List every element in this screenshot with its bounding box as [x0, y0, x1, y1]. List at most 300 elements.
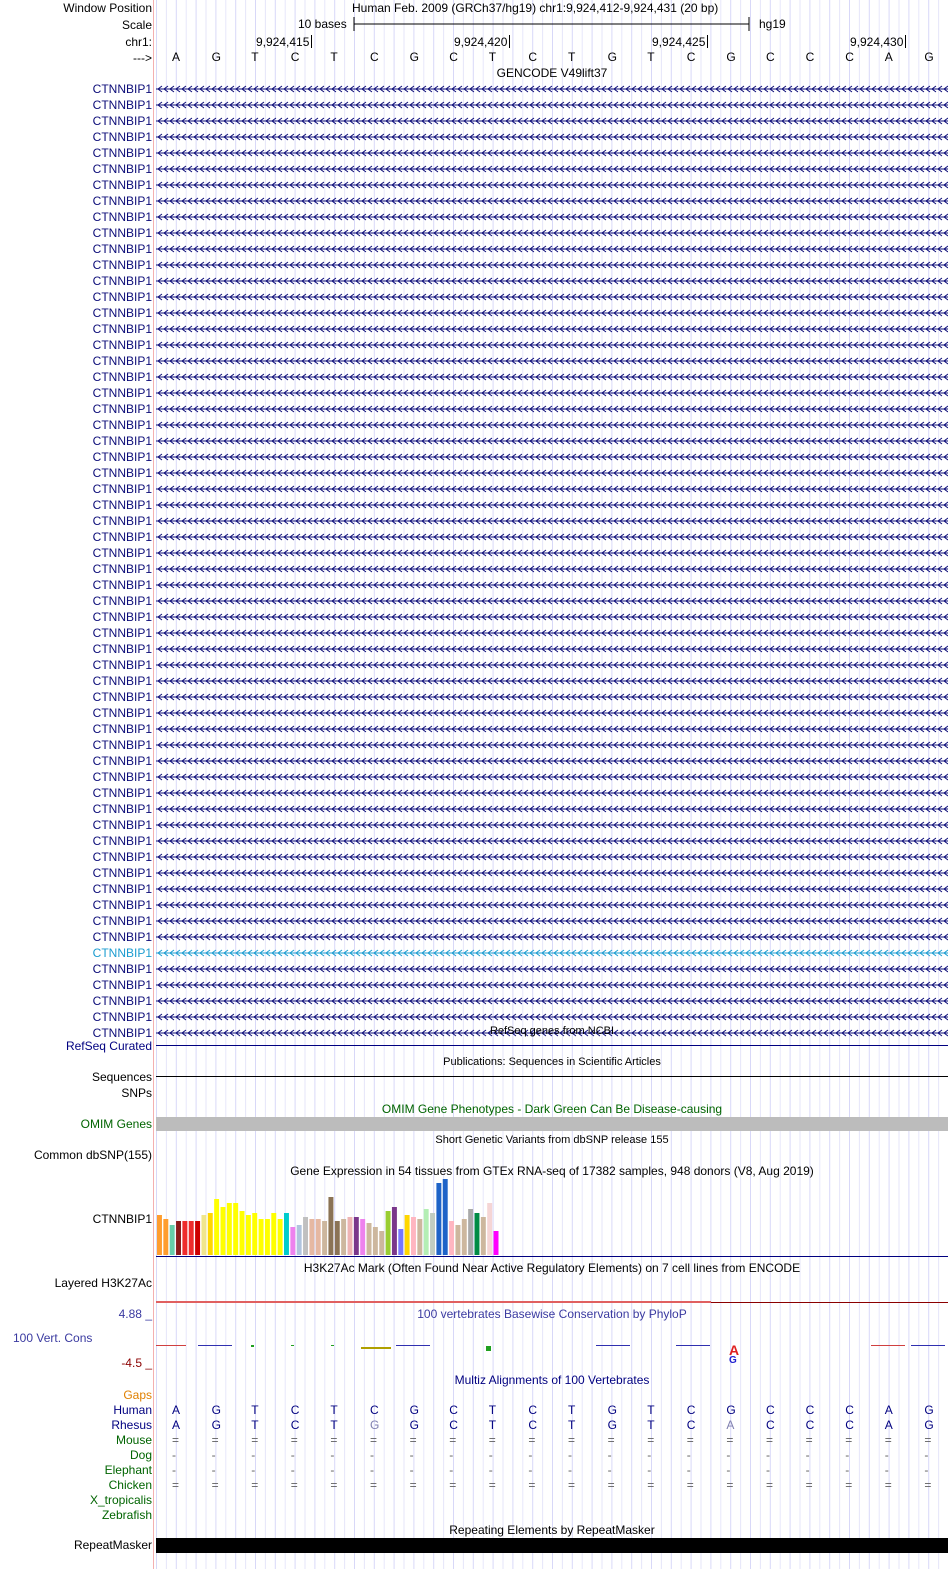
gencode-transcript-label[interactable]: CTNNBIP1	[92, 978, 152, 992]
alignment-base: -	[172, 1463, 176, 1477]
alignment-base: C	[290, 1418, 300, 1432]
alignment-base: T	[568, 1403, 576, 1417]
gtex-tissue-bar[interactable]	[195, 1221, 200, 1255]
gencode-transcript-line[interactable]	[156, 339, 948, 351]
gtex-tissue-bar[interactable]	[240, 1211, 245, 1255]
alignment-base: C	[805, 1403, 815, 1417]
gencode-transcript-label[interactable]: CTNNBIP1	[92, 658, 152, 672]
gtex-tissue-bar[interactable]	[227, 1203, 232, 1255]
gtex-tissue-bar[interactable]	[424, 1209, 429, 1255]
alignment-base: =	[924, 1433, 932, 1447]
gencode-transcript-label[interactable]: CTNNBIP1	[92, 706, 152, 720]
gencode-transcript-line[interactable]	[156, 467, 948, 479]
gencode-transcript-line[interactable]	[156, 291, 948, 303]
gtex-tissue-bar[interactable]	[481, 1217, 486, 1255]
alignment-base: A	[884, 1403, 893, 1417]
scale-bar	[352, 16, 752, 32]
gencode-transcript-line[interactable]	[156, 275, 948, 287]
coordinate-tick	[707, 35, 708, 48]
species-label[interactable]: Elephant	[104, 1463, 152, 1477]
base-letter: C	[805, 50, 815, 64]
gtex-tissue-bar[interactable]	[284, 1213, 289, 1255]
alignment-base: C	[766, 1403, 775, 1417]
gencode-transcript-line[interactable]	[156, 819, 948, 831]
gencode-transcript-label[interactable]: CTNNBIP1	[92, 690, 152, 704]
gtex-tissue-bar[interactable]	[157, 1215, 162, 1255]
alignment-base: C	[686, 1403, 696, 1417]
gencode-transcript-line[interactable]	[156, 531, 948, 543]
gtex-tissue-bar[interactable]	[163, 1219, 168, 1255]
gencode-transcript-line[interactable]	[156, 579, 948, 591]
alignment-base: C	[805, 1418, 815, 1432]
alignment-base: =	[686, 1433, 694, 1447]
base-letter: T	[251, 50, 259, 64]
gtex-tissue-bar[interactable]	[290, 1227, 295, 1255]
base-letter: T	[647, 50, 655, 64]
alignment-base: -	[568, 1448, 572, 1462]
alignment-base: -	[251, 1463, 256, 1477]
gtex-tissue-bar[interactable]	[405, 1215, 410, 1255]
alignment-base: -	[528, 1448, 533, 1462]
gencode-transcript-label[interactable]: CTNNBIP1	[92, 738, 152, 752]
base-letter: C	[686, 50, 696, 64]
gencode-transcript-line[interactable]	[156, 387, 948, 399]
gtex-tissue-bar[interactable]	[328, 1197, 333, 1255]
gtex-tissue-bar[interactable]	[398, 1229, 403, 1255]
gtex-tissue-bar[interactable]	[252, 1213, 257, 1255]
gencode-transcript-label[interactable]: CTNNBIP1	[92, 114, 152, 128]
gencode-transcript-label[interactable]: CTNNBIP1	[92, 194, 152, 208]
gtex-tissue-bar[interactable]	[335, 1221, 340, 1255]
gencode-transcript-line[interactable]	[156, 595, 948, 607]
gtex-tissue-bar[interactable]	[436, 1183, 441, 1255]
gencode-transcript-label[interactable]: CTNNBIP1	[92, 210, 152, 224]
gtex-tissue-bar[interactable]	[367, 1223, 372, 1255]
gencode-transcript-label[interactable]: CTNNBIP1	[92, 882, 152, 896]
gencode-transcript-label[interactable]: CTNNBIP1	[92, 802, 152, 816]
gencode-transcript-line[interactable]	[156, 963, 948, 975]
species-label[interactable]: Mouse	[115, 1433, 152, 1447]
gtex-tissue-bar[interactable]	[494, 1231, 499, 1255]
alignment-base: T	[568, 1418, 576, 1432]
gencode-transcript-line[interactable]	[156, 995, 948, 1007]
gencode-transcript-label[interactable]: CTNNBIP1	[92, 770, 152, 784]
alignment-base: =	[290, 1433, 298, 1447]
dbsnp-label[interactable]: Common dbSNP(155)	[33, 1148, 152, 1162]
alignment-base: A	[884, 1418, 893, 1432]
gtex-tissue-bar[interactable]	[303, 1217, 308, 1255]
gtex-tissue-bar[interactable]	[189, 1221, 194, 1255]
alignment-base: =	[924, 1478, 932, 1492]
phylop-min-label: -4.5 _	[121, 1356, 152, 1370]
gtex-tissue-bar[interactable]	[468, 1209, 473, 1255]
gencode-track-title: GENCODE V49lift37	[496, 66, 608, 80]
species-label[interactable]: Chicken	[108, 1478, 152, 1492]
gtex-tissue-bar[interactable]	[430, 1213, 435, 1255]
gtex-tissue-bar[interactable]	[360, 1219, 365, 1255]
base-letter: T	[488, 50, 497, 64]
base-letter: C	[449, 50, 458, 64]
gencode-transcript-label[interactable]: CTNNBIP1	[92, 578, 152, 592]
alignment-base: =	[647, 1433, 655, 1447]
gencode-transcript-label[interactable]: CTNNBIP1	[92, 482, 152, 496]
alignment-base: T	[330, 1403, 338, 1417]
snps-label[interactable]: SNPs	[121, 1086, 152, 1100]
alignment-base: T	[488, 1403, 497, 1417]
omim-track-bar[interactable]	[156, 1117, 948, 1131]
gencode-transcript-line[interactable]	[156, 451, 948, 463]
alignment-base: C	[766, 1418, 775, 1432]
gencode-transcript-line[interactable]	[156, 707, 948, 719]
alignment-base: T	[488, 1418, 497, 1432]
base-letter: C	[370, 50, 379, 64]
gencode-transcript-line[interactable]	[156, 163, 948, 175]
alignment-base: G	[607, 1403, 617, 1417]
gencode-transcript-line[interactable]	[156, 499, 948, 511]
gencode-transcript-label[interactable]: CTNNBIP1	[92, 914, 152, 928]
gtex-tissue-bar[interactable]	[176, 1221, 181, 1255]
gencode-transcript-label[interactable]: CTNNBIP1	[92, 898, 152, 912]
gencode-transcript-label[interactable]: CTNNBIP1	[92, 722, 152, 736]
assembly-position-text: Human Feb. 2009 (GRCh37/hg19) chr1:9,924,412-9,924,431 (20 bp)	[352, 1, 719, 15]
alignment-base: -	[488, 1448, 493, 1462]
gencode-transcript-label[interactable]: CTNNBIP1	[92, 466, 152, 480]
alignment-base: =	[805, 1478, 813, 1492]
gencode-transcript-label[interactable]: CTNNBIP1	[92, 322, 152, 336]
alignment-base: -	[290, 1448, 295, 1462]
alignment-base: -	[211, 1448, 216, 1462]
coordinate-tick-label: 9,924,420	[454, 35, 508, 49]
refseq-label[interactable]: RefSeq Curated	[65, 1039, 152, 1053]
gencode-transcript-line[interactable]	[156, 691, 948, 703]
alignment-base: =	[488, 1478, 496, 1492]
gencode-transcript-line[interactable]	[156, 787, 948, 799]
phylop-max-label: 4.88 _	[118, 1307, 152, 1321]
gtex-tissue-bar[interactable]	[449, 1221, 454, 1255]
alignment-base: =	[607, 1478, 615, 1492]
multiz-track-title: Multiz Alignments of 100 Vertebrates	[454, 1373, 650, 1387]
alignment-base: =	[607, 1433, 615, 1447]
gencode-transcript-line[interactable]	[156, 627, 948, 639]
alignment-base: =	[449, 1433, 457, 1447]
gencode-transcript-line[interactable]	[156, 1011, 948, 1023]
gtex-tissue-bar[interactable]	[297, 1225, 302, 1255]
gencode-transcript-line[interactable]	[156, 483, 948, 495]
gencode-transcript-label[interactable]: CTNNBIP1	[92, 98, 152, 112]
gtex-tissue-bar[interactable]	[233, 1203, 238, 1255]
alignment-base: C	[370, 1403, 379, 1417]
gencode-transcript-label[interactable]: CTNNBIP1	[92, 754, 152, 768]
gencode-transcript-label[interactable]: CTNNBIP1	[92, 418, 152, 432]
gtex-tissue-bar[interactable]	[316, 1219, 321, 1255]
gencode-transcript-line[interactable]	[156, 803, 948, 815]
alignment-base: =	[845, 1478, 853, 1492]
gencode-transcript-label[interactable]: CTNNBIP1	[92, 946, 152, 960]
gtex-tissue-bar[interactable]	[341, 1219, 346, 1255]
gencode-transcript-label[interactable]: CTNNBIP1	[92, 866, 152, 880]
alignment-base: C	[449, 1403, 458, 1417]
alignment-base: =	[647, 1478, 655, 1492]
gencode-transcript-label[interactable]: CTNNBIP1	[92, 338, 152, 352]
gtex-tissue-bar[interactable]	[373, 1227, 378, 1255]
gencode-transcript-line[interactable]	[156, 659, 948, 671]
gtex-tissue-bar[interactable]	[208, 1213, 213, 1255]
alignment-base: =	[330, 1433, 338, 1447]
alignment-base: -	[805, 1448, 810, 1462]
gencode-transcript-line[interactable]	[156, 115, 948, 127]
gtex-tissue-bar[interactable]	[417, 1219, 422, 1255]
gtex-tissue-bar[interactable]	[246, 1215, 251, 1255]
base-letter: C	[528, 50, 538, 64]
gencode-transcript-label[interactable]: CTNNBIP1	[92, 642, 152, 656]
gencode-transcript-label[interactable]: CTNNBIP1	[92, 786, 152, 800]
gencode-transcript-line[interactable]	[156, 739, 948, 751]
gencode-transcript-line[interactable]	[156, 755, 948, 767]
gtex-tissue-bar[interactable]	[322, 1221, 327, 1255]
gencode-transcript-line[interactable]	[156, 947, 948, 959]
gencode-transcript-line[interactable]	[156, 675, 948, 687]
gencode-transcript-label[interactable]: CTNNBIP1	[92, 514, 152, 528]
gencode-transcript-line[interactable]	[156, 259, 948, 271]
gencode-transcript-line[interactable]	[156, 563, 948, 575]
alignment-base: -	[251, 1448, 256, 1462]
gtex-tissue-bar[interactable]	[392, 1207, 397, 1255]
gencode-transcript-line[interactable]	[156, 611, 948, 623]
base-letter: G	[607, 50, 617, 64]
h3k27ac-track-title: H3K27Ac Mark (Often Found Near Active Regulatory Elements) on 7 cell lines from ENCODE	[303, 1261, 801, 1275]
species-label[interactable]: Dog	[129, 1448, 152, 1462]
gencode-transcript-line[interactable]	[156, 723, 948, 735]
gencode-transcript-label[interactable]: CTNNBIP1	[92, 1010, 152, 1024]
gencode-transcript-line[interactable]	[156, 835, 948, 847]
gencode-transcript-label[interactable]: CTNNBIP1	[92, 450, 152, 464]
gtex-tissue-bar[interactable]	[309, 1219, 314, 1255]
gencode-transcript-line[interactable]	[156, 179, 948, 191]
alignment-base: A	[726, 1418, 735, 1432]
gencode-transcript-label[interactable]: CTNNBIP1	[92, 818, 152, 832]
gencode-transcript-line[interactable]	[156, 419, 948, 431]
base-letter: T	[330, 50, 338, 64]
coordinate-tick	[905, 35, 906, 48]
publications-track-title: Publications: Sequences in Scientific Articles	[443, 1056, 661, 1068]
gencode-transcript-line[interactable]	[156, 131, 948, 143]
gencode-transcript-line[interactable]	[156, 371, 948, 383]
gencode-transcript-label[interactable]: CTNNBIP1	[92, 226, 152, 240]
alignment-base: -	[370, 1463, 374, 1477]
alignment-base: =	[370, 1478, 378, 1492]
alignment-base: =	[805, 1433, 813, 1447]
gtex-tissue-bar[interactable]	[455, 1225, 460, 1255]
alignment-base: =	[330, 1478, 338, 1492]
gencode-transcript-label[interactable]: CTNNBIP1	[92, 674, 152, 688]
gencode-transcript-line[interactable]	[156, 899, 948, 911]
gencode-transcript-line[interactable]	[156, 243, 948, 255]
gencode-transcript-label[interactable]: CTNNBIP1	[92, 546, 152, 560]
gencode-transcript-label[interactable]: CTNNBIP1	[92, 290, 152, 304]
gtex-tissue-bar[interactable]	[348, 1217, 353, 1255]
gtex-tissue-bar[interactable]	[379, 1231, 384, 1255]
gencode-transcript-label[interactable]: CTNNBIP1	[92, 242, 152, 256]
gencode-transcript-line[interactable]	[156, 227, 948, 239]
omim-label[interactable]: OMIM Genes	[80, 1117, 152, 1131]
alignment-base: -	[449, 1448, 454, 1462]
alignment-base: -	[290, 1463, 295, 1477]
alignment-base: -	[330, 1448, 335, 1462]
gencode-transcript-line[interactable]	[156, 979, 948, 991]
phylop-track[interactable]	[156, 1338, 948, 1364]
gencode-transcript-label[interactable]: CTNNBIP1	[92, 594, 152, 608]
h3k27ac-label[interactable]: Layered H3K27Ac	[54, 1276, 152, 1290]
alignment-base: T	[251, 1403, 259, 1417]
gencode-transcript-label[interactable]: CTNNBIP1	[92, 178, 152, 192]
gencode-transcript-label[interactable]: CTNNBIP1	[92, 258, 152, 272]
gencode-transcript-line[interactable]	[156, 99, 948, 111]
gencode-transcript-label[interactable]: CTNNBIP1	[92, 610, 152, 624]
gencode-transcript-label[interactable]: CTNNBIP1	[92, 130, 152, 144]
gencode-transcript-line[interactable]	[156, 435, 948, 447]
gencode-transcript-label[interactable]: CTNNBIP1	[92, 562, 152, 576]
gencode-transcript-line[interactable]	[156, 851, 948, 863]
gtex-tissue-bar[interactable]	[411, 1217, 416, 1255]
gencode-transcript-line[interactable]	[156, 83, 948, 95]
alignment-base: T	[251, 1418, 259, 1432]
gtex-tissue-bar[interactable]	[278, 1219, 283, 1255]
multiz-gaps-label[interactable]: Gaps	[123, 1388, 152, 1402]
gencode-transcript-label[interactable]: CTNNBIP1	[92, 370, 152, 384]
gencode-transcript-line[interactable]	[156, 355, 948, 367]
alignment-base: C	[290, 1403, 300, 1417]
gencode-transcript-label[interactable]: CTNNBIP1	[92, 1026, 152, 1040]
gtex-tissue-bar[interactable]	[221, 1207, 226, 1255]
window-position-label: Window Position	[63, 1, 152, 15]
publications-label[interactable]: Sequences	[91, 1070, 152, 1084]
gencode-transcript-line[interactable]	[156, 643, 948, 655]
species-label[interactable]: Human	[113, 1403, 152, 1417]
gencode-transcript-line[interactable]	[156, 771, 948, 783]
alignment-base: -	[172, 1448, 176, 1462]
scale-bar-text: 10 bases	[298, 17, 347, 31]
base-letter: C	[845, 50, 854, 64]
dbsnp-track-title: Short Genetic Variants from dbSNP release 155	[435, 1134, 669, 1146]
refseq-track-line[interactable]	[156, 1045, 948, 1046]
gtex-tissue-bar[interactable]	[201, 1215, 206, 1255]
gencode-transcript-label[interactable]: CTNNBIP1	[92, 386, 152, 400]
alignment-base: -	[330, 1463, 335, 1477]
gtex-tissue-bar[interactable]	[259, 1219, 264, 1255]
gencode-transcript-label[interactable]: CTNNBIP1	[92, 626, 152, 640]
alignment-base: =	[726, 1478, 734, 1492]
gtex-tissue-bar[interactable]	[487, 1203, 492, 1255]
gencode-transcript-line[interactable]	[156, 323, 948, 335]
phylop-label[interactable]: 100 Vert. Cons	[13, 1331, 93, 1345]
scale-label: Scale	[121, 18, 152, 32]
gencode-transcript-line[interactable]	[156, 211, 948, 223]
gtex-tissue-bar[interactable]	[182, 1221, 187, 1255]
gencode-transcript-line[interactable]	[156, 403, 948, 415]
alignment-base: -	[488, 1463, 493, 1477]
alignment-base: -	[726, 1448, 731, 1462]
gencode-transcript-label[interactable]: CTNNBIP1	[92, 962, 152, 976]
species-label[interactable]: X_tropicalis	[89, 1493, 152, 1507]
phylop-logo-g: G	[729, 1355, 737, 1364]
strand-label: --->	[133, 51, 152, 65]
publications-track-line[interactable]	[156, 1076, 948, 1077]
repeatmasker-bar[interactable]	[156, 1538, 948, 1553]
alignment-base: -	[884, 1448, 889, 1462]
gtex-tissue-bar[interactable]	[386, 1211, 391, 1255]
gtex-tissue-bar[interactable]	[354, 1217, 359, 1255]
alignment-base: -	[805, 1463, 810, 1477]
alignment-base: -	[845, 1463, 850, 1477]
repeatmasker-label[interactable]: RepeatMasker	[73, 1538, 152, 1552]
gtex-tissue-bar[interactable]	[170, 1225, 175, 1255]
alignment-base: -	[607, 1463, 612, 1477]
alignment-base: -	[884, 1463, 889, 1477]
gencode-transcript-label[interactable]: CTNNBIP1	[92, 354, 152, 368]
gencode-transcript-label[interactable]: CTNNBIP1	[92, 434, 152, 448]
gencode-transcript-line[interactable]	[156, 195, 948, 207]
gencode-transcript-label[interactable]: CTNNBIP1	[92, 850, 152, 864]
gencode-transcript-label[interactable]: CTNNBIP1	[92, 146, 152, 160]
gencode-transcript-line[interactable]	[156, 867, 948, 879]
alignment-base: =	[568, 1433, 576, 1447]
gencode-transcript-line[interactable]	[156, 547, 948, 559]
gencode-transcript-line[interactable]	[156, 931, 948, 943]
gtex-tissue-bar[interactable]	[475, 1213, 480, 1255]
gencode-transcript-label[interactable]: CTNNBIP1	[92, 306, 152, 320]
gencode-transcript-label[interactable]: CTNNBIP1	[92, 274, 152, 288]
gencode-transcript-line[interactable]	[156, 915, 948, 927]
species-label[interactable]: Rhesus	[111, 1418, 152, 1432]
gencode-transcript-label[interactable]: CTNNBIP1	[92, 82, 152, 96]
gencode-transcript-line[interactable]	[156, 307, 948, 319]
alignment-base: -	[528, 1463, 533, 1477]
alignment-base: C	[449, 1418, 458, 1432]
gtex-tissue-bar[interactable]	[271, 1213, 276, 1255]
alignment-base: A	[172, 1403, 181, 1417]
gencode-transcript-label[interactable]: CTNNBIP1	[92, 994, 152, 1008]
alignment-base: -	[686, 1463, 691, 1477]
gtex-tissue-bar[interactable]	[214, 1199, 219, 1255]
gtex-gene-label[interactable]: CTNNBIP1	[92, 1212, 152, 1226]
gencode-transcript-line[interactable]	[156, 515, 948, 527]
alignment-base: =	[528, 1433, 536, 1447]
alignment-base: -	[607, 1448, 612, 1462]
gencode-transcript-line[interactable]	[156, 147, 948, 159]
gencode-transcript-label[interactable]: CTNNBIP1	[92, 930, 152, 944]
alignment-base: =	[884, 1433, 892, 1447]
gtex-bar-chart[interactable]	[156, 1178, 948, 1258]
alignment-base: G	[409, 1403, 419, 1417]
gencode-transcript-label[interactable]: CTNNBIP1	[92, 834, 152, 848]
alignment-base: -	[924, 1448, 929, 1462]
species-label[interactable]: Zebrafish	[101, 1508, 152, 1522]
gtex-tissue-bar[interactable]	[462, 1219, 467, 1255]
gencode-transcript-label[interactable]: CTNNBIP1	[92, 402, 152, 416]
alignment-base: -	[568, 1463, 572, 1477]
gencode-transcript-label[interactable]: CTNNBIP1	[92, 530, 152, 544]
coordinate-tick	[509, 35, 510, 48]
gencode-transcript-label[interactable]: CTNNBIP1	[92, 162, 152, 176]
alignment-base: =	[290, 1478, 298, 1492]
alignment-base: T	[330, 1418, 338, 1432]
alignment-base: G	[409, 1418, 419, 1432]
gencode-transcript-line[interactable]	[156, 883, 948, 895]
gencode-transcript-label[interactable]: CTNNBIP1	[92, 498, 152, 512]
gtex-tissue-bar[interactable]	[265, 1219, 270, 1255]
gtex-tissue-bar[interactable]	[443, 1179, 448, 1255]
alignment-base: C	[528, 1403, 538, 1417]
